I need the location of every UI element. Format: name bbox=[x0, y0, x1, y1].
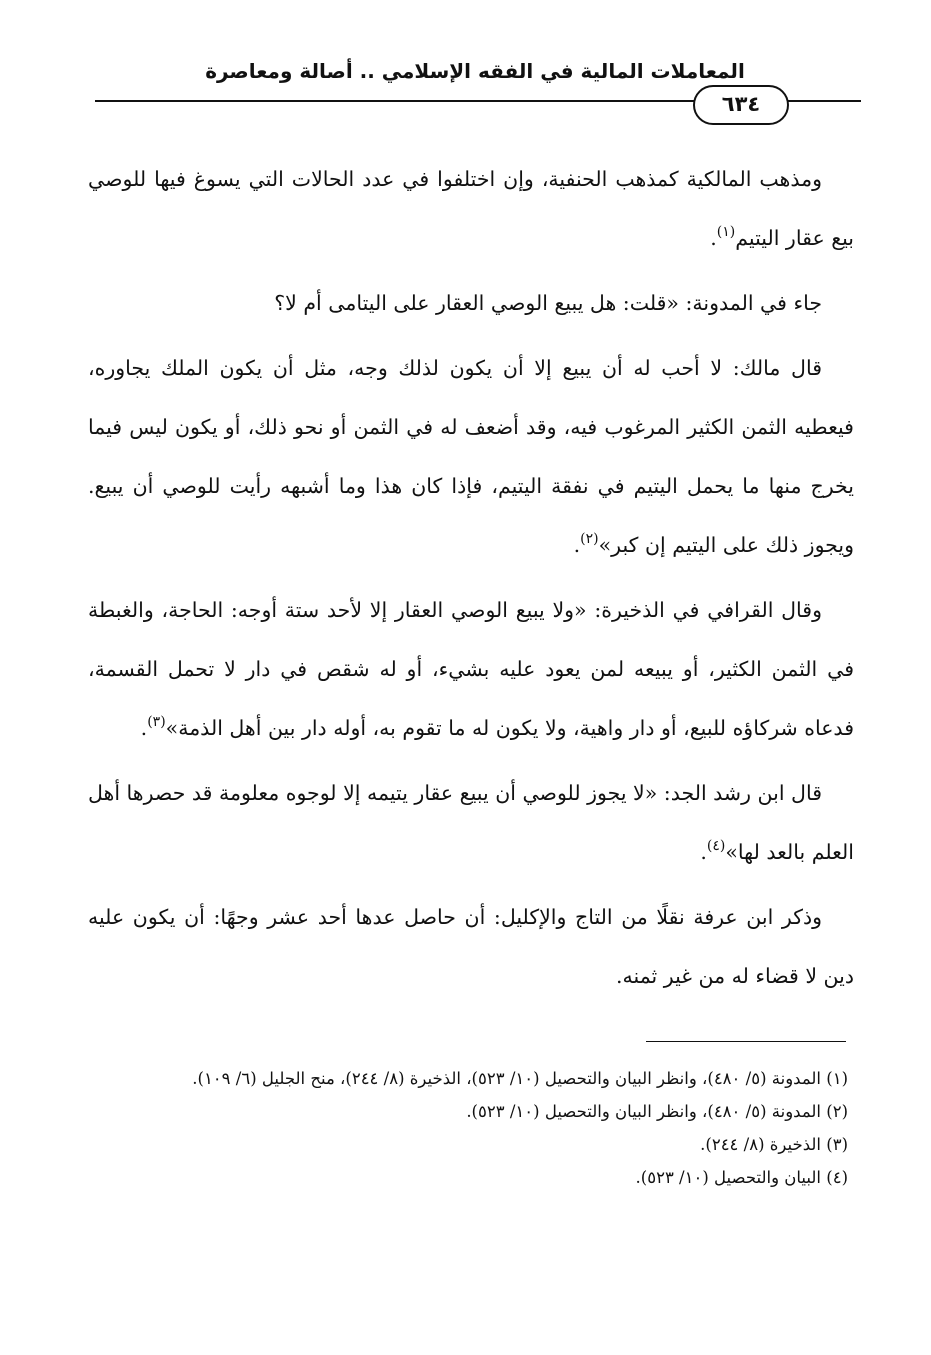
paragraph-1 bbox=[88, 150, 854, 268]
paragraph-3-text: قال مالك: لا أحب له أن يبيع إلا أن يكون لذلك وجه، مثل أن يكون الملك يجاوره، فيعطيه الثمن الكثير المرغوب فيه، وقد أضعف له في الثمن أو نحو ذلك، أو يكون ليس فيما يخرج منها ما يحمل اليتيم في نفقة اليتيم، فإذا كان هذا وما أشبهه رأيت للوصي أن يبيع. ويجوز ذلك على اليتيم إن كبر» bbox=[88, 356, 854, 557]
main-text bbox=[88, 150, 854, 1012]
footnote-1: (١) المدونة (٥/ ٤٨٠)، وانظر البيان والتحصيل (١٠/ ٥٢٣)، الذخيرة (٨/ ٢٤٤)، منح الجليل (٦/ ١٠٩). bbox=[192, 1069, 848, 1088]
paragraph-2 bbox=[88, 274, 854, 333]
paragraph-4-text: وقال القرافي في الذخيرة: «ولا يبيع الوصي العقار إلا لأحد ستة أوجه: الحاجة، والغبطة في الثمن الكثير، أو يبيعه لمن يعود عليه بشيء، أو له شقص في دار لا تحمل القسمة، فدعاه شركاؤه للبيع، أو دار واهية، ولا يكون له ما تقوم به، أوله دار بين أهل الذمة» bbox=[88, 598, 854, 740]
footnotes bbox=[88, 1062, 848, 1194]
paragraph-3 bbox=[88, 339, 854, 575]
footnote-2: (٢) المدونة (٥/ ٤٨٠)، وانظر البيان والتحصيل (١٠/ ٥٢٣). bbox=[466, 1102, 848, 1121]
footnote-ref-3: (٣) bbox=[147, 714, 166, 730]
page-number-badge: ٦٣٤ bbox=[693, 85, 789, 125]
paragraph-6 bbox=[88, 888, 854, 1006]
paragraph-3-end: . bbox=[573, 533, 581, 557]
paragraph-5-text: قال ابن رشد الجد: «لا يجوز للوصي أن يبيع عقار يتيمه إلا لوجوه معلومة قد حصرها أهل العلم بالعد لها» bbox=[88, 781, 854, 864]
footnote-ref-1: (١) bbox=[716, 224, 736, 240]
footnote-4: (٤) البيان والتحصيل (١٠/ ٥٢٣). bbox=[635, 1168, 848, 1187]
paragraph-2-text: جاء في المدونة: «قلت: هل يبيع الوصي العقار على اليتامى أم لا؟ bbox=[274, 291, 822, 315]
paragraph-5-end: . bbox=[700, 840, 707, 864]
paragraph-5 bbox=[88, 764, 854, 882]
paragraph-4 bbox=[88, 581, 854, 758]
footnote-3: (٣) الذخيرة (٨/ ٢٤٤). bbox=[700, 1135, 848, 1154]
paragraph-6-text: وذكر ابن عرفة نقلًا من التاج والإكليل: أن حاصل عدها أحد عشر وجهًا: أن يكون عليه دين لا قضاء له من غير ثمنه. bbox=[88, 905, 854, 988]
footnote-separator bbox=[646, 1041, 846, 1042]
footnote-ref-4: (٤) bbox=[706, 838, 726, 854]
paragraph-4-end: . bbox=[140, 716, 148, 740]
paragraph-1-text: ومذهب المالكية كمذهب الحنفية، وإن اختلفوا في عدد الحالات التي يسوغ فيها للوصي بيع عقار اليتيم bbox=[88, 167, 854, 250]
paragraph-1-end: . bbox=[710, 226, 717, 250]
footnote-ref-2: (٢) bbox=[580, 531, 599, 547]
running-title: المعاملات المالية في الفقه الإسلامي .. أصالة ومعاصرة bbox=[205, 59, 745, 83]
